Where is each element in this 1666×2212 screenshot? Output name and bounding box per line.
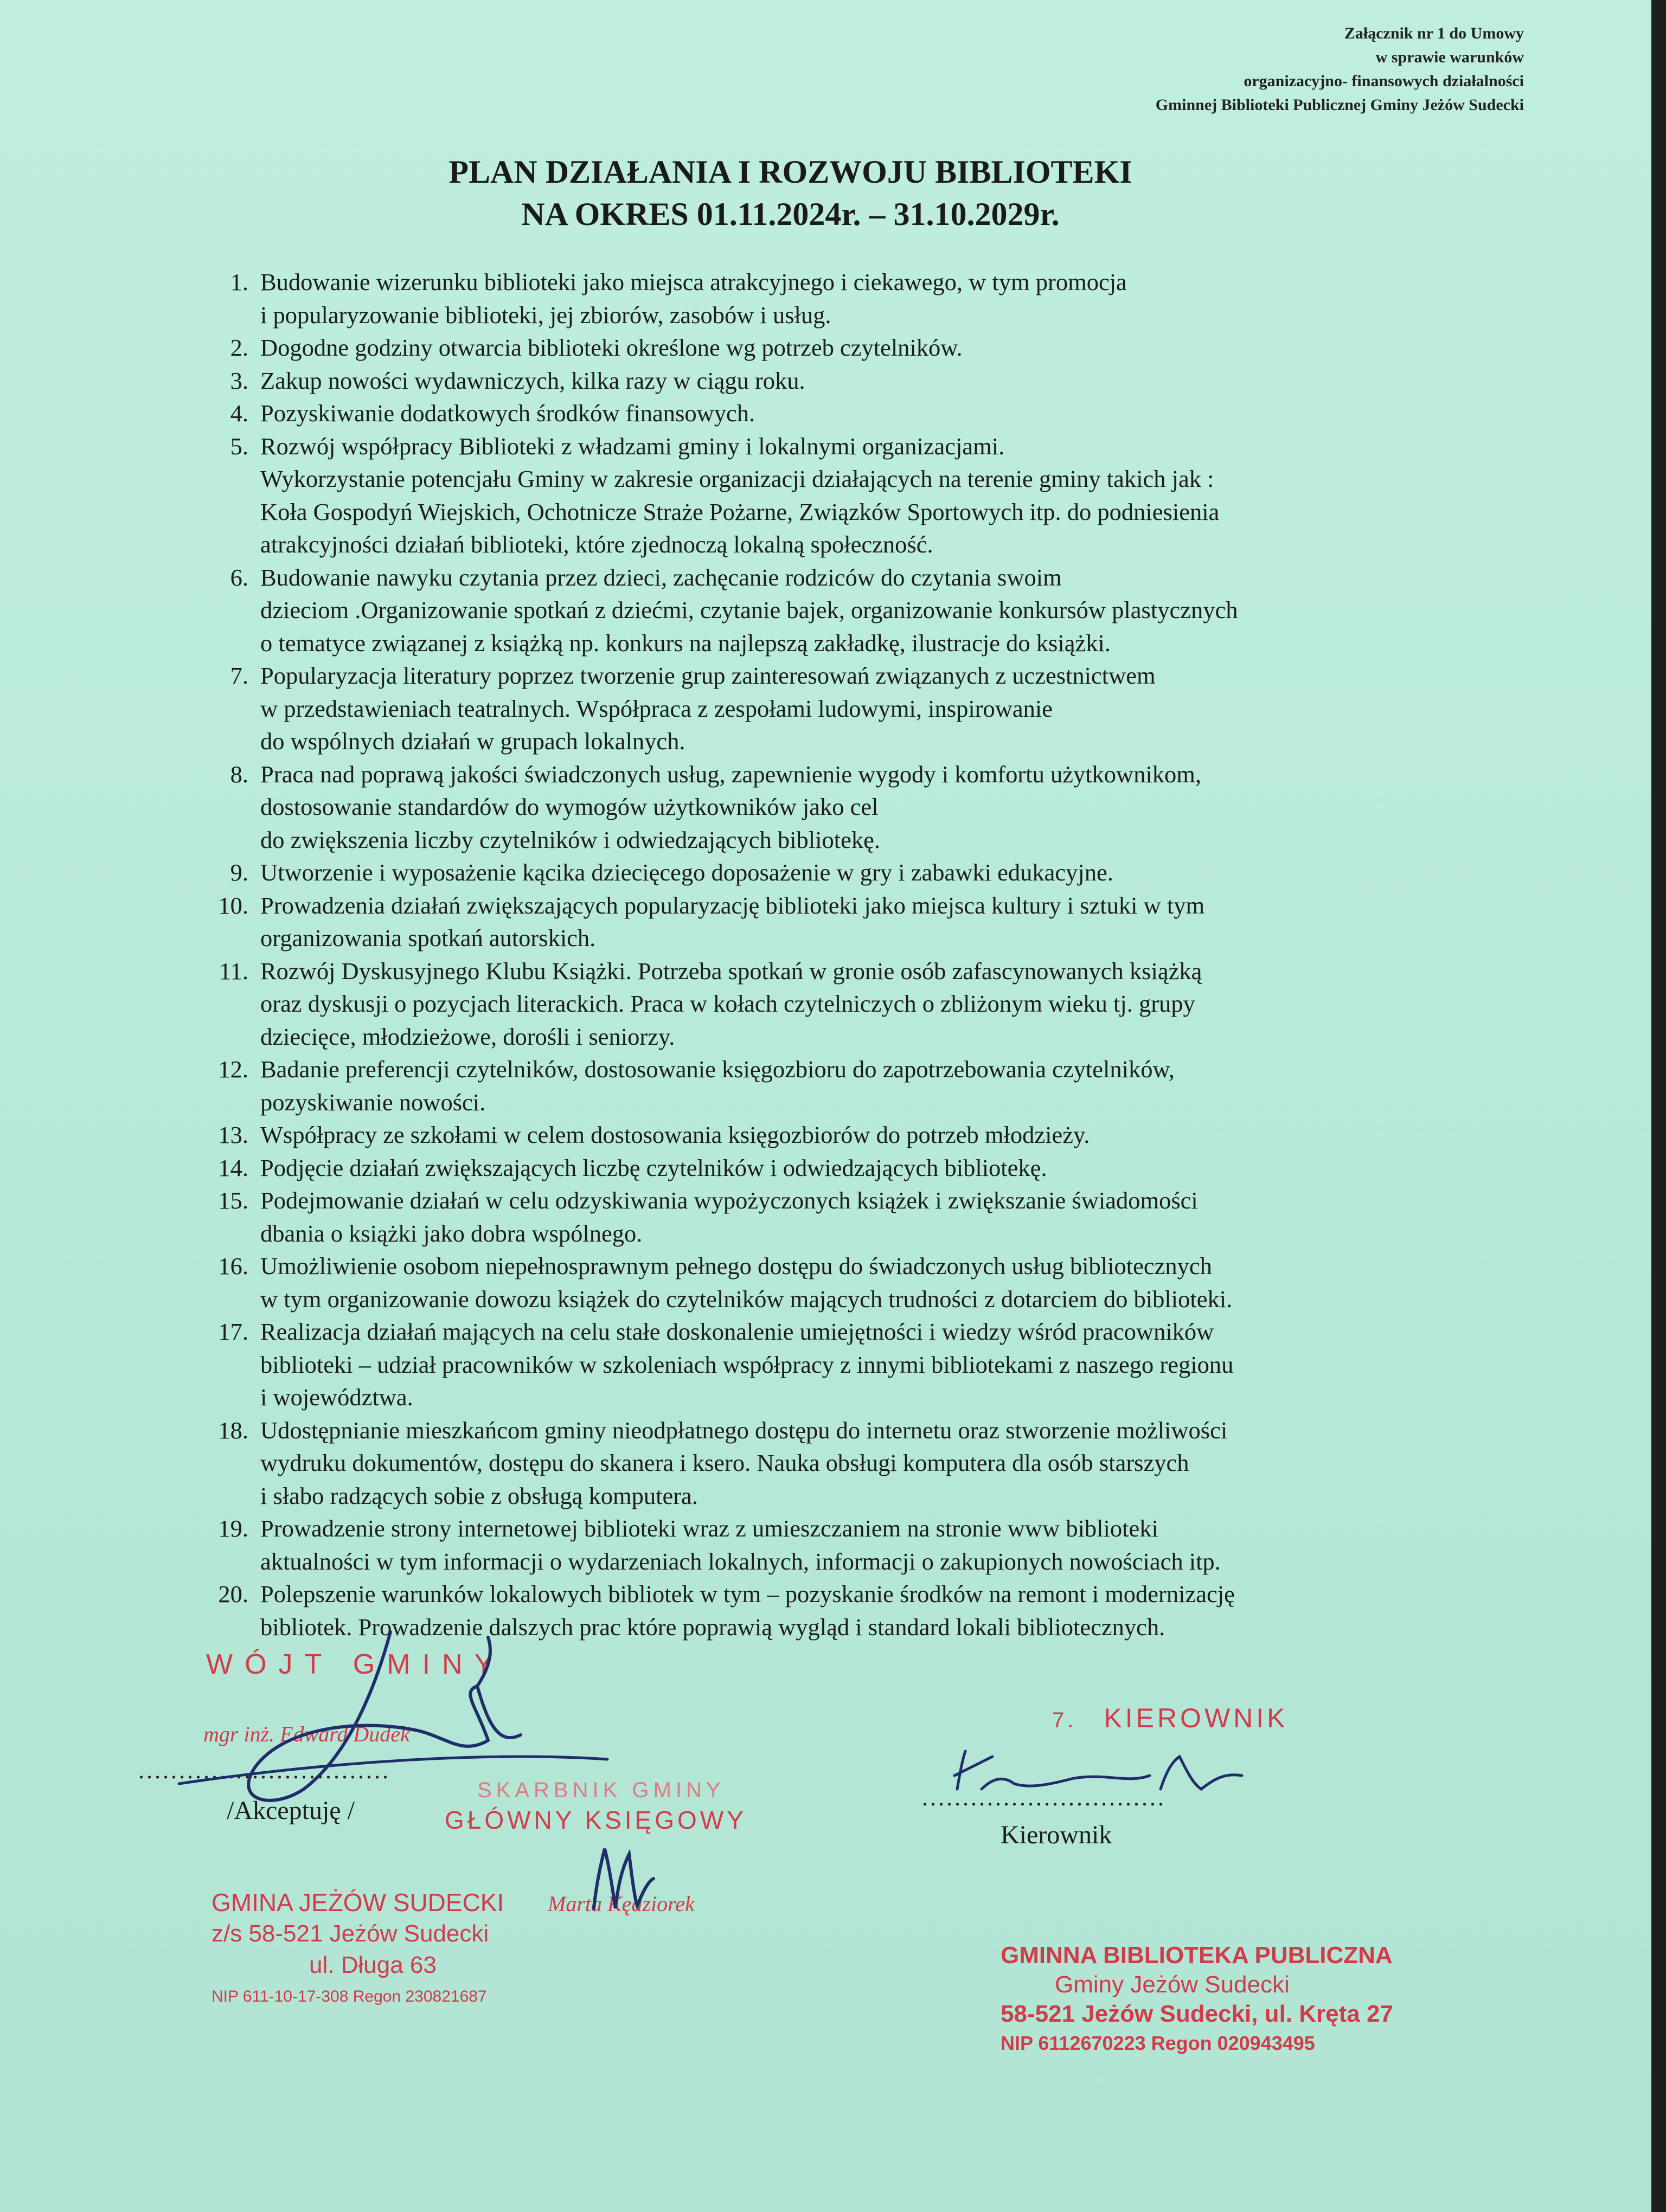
plan-item-number: 16. <box>218 1252 248 1279</box>
plan-item-line: Podejmowanie działań w celu odzyskiwania wypożyczonych książek i zwiększanie świadomości <box>260 1187 1198 1214</box>
plan-item-line: w tym organizowanie dowozu książek do czytelników mających trudności z dotarciem do biblioteki. <box>260 1285 1233 1313</box>
plan-item-line: Koła Gospodyń Wiejskich, Ochotnicze Straże Pożarne, Związków Sportowych itp. do podniesienia <box>260 498 1220 525</box>
plan-list <box>206 266 1497 1643</box>
plan-item-line: Zakup nowości wydawniczych, kilka razy w ciągu roku. <box>260 366 805 394</box>
plan-item-line: organizowania spotkań autorskich. <box>260 924 596 951</box>
plan-item-line: i popularyzowanie biblioteki, jej zbiorów, zasobów i usług. <box>260 301 831 329</box>
skarbnik-name: Marta Kędziorek <box>548 1892 695 1916</box>
plan-item-line: Umożliwienie osobom niepełnosprawnym pełnego dostępu do świadczonych usług bibliotecznych <box>260 1252 1212 1279</box>
plan-item-line: do wspólnych działań w grupach lokalnych. <box>260 728 685 755</box>
skarbnik-stamp-line-1: SKARBNIK GMINY <box>477 1778 725 1802</box>
plan-item <box>206 1184 1497 1250</box>
plan-item-line: wydruku dokumentów, dostępu do skanera i ksero. Nauka obsługi komputera dla osób starszych <box>260 1449 1189 1476</box>
plan-item-number: 20. <box>218 1580 248 1607</box>
plan-item <box>206 1152 1497 1185</box>
plan-item <box>206 1315 1497 1414</box>
plan-item <box>206 1053 1497 1118</box>
plan-item-number: 19. <box>218 1515 248 1542</box>
annex-line: organizacyjno- finansowych działalności <box>1244 72 1524 90</box>
plan-item <box>206 1414 1497 1513</box>
biblioteka-stamp-line-2: Gminy Jeżów Sudecki <box>1055 1971 1290 1998</box>
plan-item-number: 1. <box>230 268 248 295</box>
kierownik-label: Kierownik <box>1001 1821 1112 1849</box>
plan-item-number: 7. <box>230 662 248 689</box>
skarbnik-stamp-line-2: GŁÓWNY KSIĘGOWY <box>445 1806 747 1834</box>
plan-item-number: 18. <box>218 1416 248 1444</box>
plan-item-number: 12. <box>218 1056 248 1083</box>
plan-item-number: 17. <box>218 1318 248 1345</box>
plan-item <box>206 364 1497 397</box>
annex-line: Gminnej Biblioteki Publicznej Gminy Jeżów Sudecki <box>1155 96 1524 114</box>
biblioteka-stamp-line-4: NIP 6112670223 Regon 020943495 <box>1001 2032 1315 2054</box>
plan-item-number: 11. <box>219 957 248 985</box>
plan-item-number: 2. <box>230 334 248 361</box>
kierownik-stamp-text: KIEROWNIK <box>1104 1703 1289 1733</box>
plan-item-line: dzieciom .Organizowanie spotkań z dziećmi, czytanie bajek, organizowanie konkursów plastycznych <box>260 596 1238 623</box>
plan-item-line: w przedstawieniach teatralnych. Współpraca z zespołami ludowymi, inspirowanie <box>260 695 1053 722</box>
plan-item-line: Dogodne godziny otwarcia biblioteki określone wg potrzeb czytelników. <box>260 334 963 361</box>
plan-item-line: Polepszenie warunków lokalowych bibliotek w tym – pozyskanie środków na remont i modernizację <box>260 1580 1235 1607</box>
plan-item-line: dbania o książki jako dobra wspólnego. <box>260 1219 643 1247</box>
plan-item-line: Podjęcie działań zwiększających liczbę czytelników i odwiedzających bibliotekę. <box>260 1154 1047 1181</box>
plan-item-number: 4. <box>230 400 248 427</box>
plan-item <box>206 331 1497 364</box>
page-edge <box>1651 0 1666 2212</box>
plan-item <box>206 397 1497 430</box>
annex-header <box>1156 22 1524 117</box>
plan-item <box>206 430 1497 561</box>
plan-item-line: aktualności w tym informacji o wydarzeniach lokalnych, informacji o zakupionych nowościach itp. <box>260 1547 1221 1575</box>
plan-item-line: do zwiększenia liczby czytelników i odwiedzających bibliotekę. <box>260 826 880 853</box>
title-line-2: NA OKRES 01.11.2024r. – 31.10.2029r. <box>521 196 1060 232</box>
plan-item <box>206 856 1497 889</box>
wojt-name: mgr inż. Edward Dudek <box>203 1722 410 1746</box>
plan-item-line: Realizacja działań mających na celu stałe doskonalenie umiejętności i wiedzy wśród pracowników <box>260 1318 1214 1345</box>
plan-item-line: Rozwój Dyskusyjnego Klubu Książki. Potrzeba spotkań w gronie osób zafascynowanych książką <box>260 957 1202 985</box>
plan-item-line: Pozyskiwanie dodatkowych środków finansowych. <box>260 400 755 427</box>
plan-item <box>206 1118 1497 1152</box>
plan-item-line: i województwa. <box>260 1384 413 1411</box>
plan-item-number: 10. <box>218 891 248 919</box>
biblioteka-stamp-line-3: 58-521 Jeżów Sudecki, ul. Kręta 27 <box>1001 2001 1393 2027</box>
plan-item-line: Utworzenie i wyposażenie kącika dziecięcego doposażenie w gry i zabawki edukacyjne. <box>260 859 1113 886</box>
biblioteka-stamp <box>1001 1941 1393 2058</box>
plan-item-line: i słabo radzących sobie z obsługą komputera. <box>260 1482 698 1509</box>
plan-item <box>206 758 1497 857</box>
plan-item <box>206 1512 1497 1578</box>
plan-item <box>206 1250 1497 1315</box>
plan-item-number: 13. <box>218 1121 248 1148</box>
plan-item-line: dziecięce, młodzieżowe, dorośli i seniorzy. <box>260 1023 675 1050</box>
plan-item <box>206 561 1497 660</box>
plan-item-line: Współpracy ze szkołami w celem dostosowania księgozbiorów do potrzeb młodzieży. <box>260 1121 1090 1148</box>
plan-item-line: Budowanie wizerunku biblioteki jako miejsca atrakcyjnego i ciekawego, w tym promocja <box>260 268 1127 295</box>
gmina-stamp-line-4: NIP 611-10-17-308 Regon 230821687 <box>212 1988 487 2005</box>
plan-item-line: Rozwój współpracy Biblioteki z władzami gminy i lokalnymi organizacjami. <box>260 432 1005 460</box>
left-signature-dots: ............................... <box>138 1757 390 1784</box>
plan-item-line: biblioteki – udział pracowników w szkoleniach współpracy z innymi bibliotekami z naszego regionu <box>260 1351 1234 1378</box>
plan-item <box>206 1578 1497 1643</box>
plan-item-line: o tematyce związanej z książką np. konkurs na najlepszą zakładkę, ilustracje do książki. <box>260 629 1111 657</box>
plan-item-line: oraz dyskusji o pozycjach literackich. Praca w kołach czytelniczych o zbliżonym wieku tj. grupy <box>260 990 1195 1017</box>
gmina-stamp-line-1: GMINA JEŻÓW SUDECKI <box>212 1888 504 1917</box>
plan-item <box>206 955 1497 1053</box>
plan-item-line: Prowadzenie strony internetowej biblioteki wraz z umieszczaniem na stronie www biblioteki <box>260 1515 1158 1542</box>
plan-item-line: Budowanie nawyku czytania przez dzieci, zachęcanie rodziców do czytania swoim <box>260 563 1062 591</box>
plan-item-number: 14. <box>218 1154 248 1181</box>
wojt-stamp: WÓJT GMINY <box>206 1649 505 1680</box>
plan-item-number: 9. <box>230 859 248 886</box>
plan-item-line: pozyskiwanie nowości. <box>260 1088 486 1116</box>
annex-line: w sprawie warunków <box>1375 48 1524 66</box>
title-line-1: PLAN DZIAŁANIA I ROZWOJU BIBLIOTEKI <box>448 154 1132 190</box>
plan-item-line: Prowadzenia działań zwiększających popularyzację biblioteki jako miejsca kultury i sztuki w tym <box>260 891 1205 919</box>
plan-item-line: Praca nad poprawą jakości świadczonych usług, zapewnienie wygody i komfortu użytkownikom, <box>260 760 1202 788</box>
gmina-stamp-line-2: z/s 58-521 Jeżów Sudecki <box>212 1920 489 1947</box>
plan-item-line: Wykorzystanie potencjału Gminy w zakresie organizacji działających na terenie gminy takich jak : <box>260 465 1214 492</box>
plan-item-line: Popularyzacja literatury poprzez tworzenie grup zainteresowań związanych z uczestnictwem <box>260 662 1156 689</box>
kierownik-stamp <box>1052 1702 1289 1734</box>
plan-item-number: 8. <box>230 760 248 788</box>
gmina-stamp-line-3: ul. Długa 63 <box>309 1952 437 1978</box>
akceptuje-label: /Akceptuję / <box>227 1796 355 1825</box>
gmina-stamp <box>212 1887 504 2012</box>
plan-item-line: Udostępnianie mieszkańcom gminy nieodpłatnego dostępu do internetu oraz stworzenie możliwości <box>260 1416 1228 1444</box>
annex-line: Załącznik nr 1 do Umowy <box>1344 24 1524 42</box>
plan-item-line: bibliotek. Prowadzenie dalszych prac które poprawią wygląd i standard lokali bibliotecznych. <box>260 1613 1165 1641</box>
plan-item-number: 6. <box>230 563 248 591</box>
plan-item <box>206 659 1497 758</box>
right-signature-dots: .............................. <box>922 1784 1166 1811</box>
kierownik-mark: 7. <box>1052 1708 1077 1732</box>
plan-item <box>206 266 1497 331</box>
plan-item-number: 5. <box>230 432 248 460</box>
plan-item-number: 15. <box>218 1187 248 1214</box>
plan-item-line: Badanie preferencji czytelników, dostosowanie księgozbioru do zapotrzebowania czytelników, <box>260 1056 1175 1083</box>
plan-item-line: dostosowanie standardów do wymogów użytkowników jako cel <box>260 793 879 820</box>
plan-item-line: atrakcyjności działań biblioteki, które zjednoczą lokalną społeczność. <box>260 531 933 558</box>
plan-item <box>206 889 1497 955</box>
biblioteka-stamp-line-1: GMINNA BIBLIOTEKA PUBLICZNA <box>1001 1942 1393 1969</box>
document-title <box>0 151 1581 235</box>
plan-item-number: 3. <box>230 366 248 394</box>
